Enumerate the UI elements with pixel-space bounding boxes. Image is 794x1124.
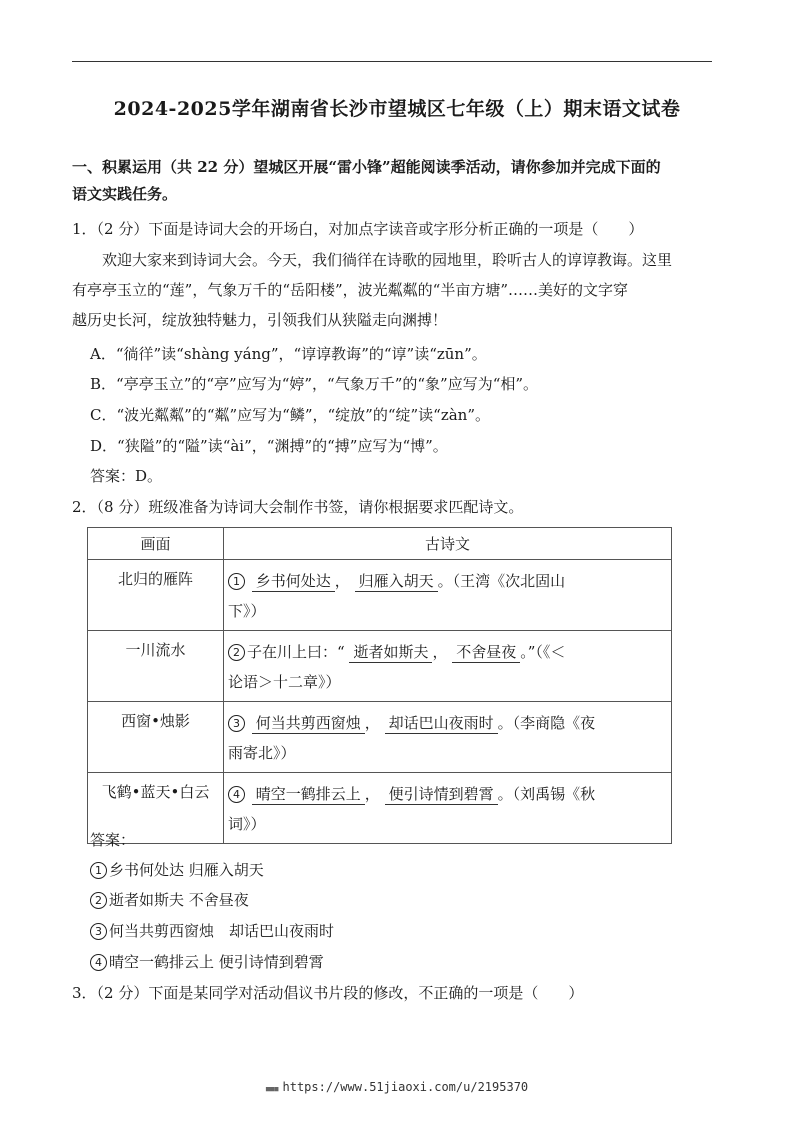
section-heading-line1: 一、积累运用（共 22 分）望城区开展“雷小锋”超能阅读季活动，请你参加并完成下面的: [72, 158, 661, 176]
q2-answer-item: [90, 860, 264, 880]
poem-prefix: 子在川上曰：“: [247, 643, 345, 661]
poem-source: 。”（《＜: [520, 643, 566, 661]
circled-number: 3: [90, 923, 107, 940]
poem-source: 词》）: [228, 815, 266, 833]
circled-number: 1: [90, 862, 107, 879]
section-heading: [72, 154, 722, 208]
poem-cell: 1 乡书何处达 ， 归雁入胡天 。（王湾《次北固山 下》）: [224, 560, 672, 631]
header-poem: 古诗文: [224, 528, 672, 560]
answer-text: 逝者如斯夫 不舍昼夜: [109, 891, 249, 909]
poem-blank: 何当共剪西窗烛: [252, 713, 365, 734]
poem-blank: 晴空一鹤排云上: [252, 784, 365, 805]
circled-number: 2: [90, 892, 107, 909]
poem-source: 。（李商隐《夜: [497, 714, 596, 732]
q1-stem: 1．（2 分）下面是诗词大会的开场白，对加点字读音或字形分析正确的一项是（ ）: [72, 220, 644, 238]
table-header-row: [88, 528, 672, 560]
q1-passage-line1: 欢迎大家来到诗词大会。今天，我们徜徉在诗歌的园地里，聆听古人的谆谆教诲。这里: [102, 251, 673, 269]
header-scene: 画面: [88, 528, 224, 560]
page-title: 2024-2025学年湖南省长沙市望城区七年级（上）期末语文试卷: [113, 98, 681, 120]
q3-stem: 3．（2 分）下面是某同学对活动倡议书片段的修改，不正确的一项是（ ）: [72, 984, 584, 1002]
poem-source: 论语＞十二章》）: [228, 673, 341, 691]
circled-number: 1: [228, 573, 245, 590]
poem-cell: 3 何当共剪西窗烛 ， 却话巴山夜雨时 。（李商隐《夜 雨寄北》）: [224, 702, 672, 773]
top-rule: [72, 61, 712, 62]
table-row: [88, 560, 672, 631]
table-row: [88, 773, 672, 844]
poem-table: [87, 527, 672, 844]
table-row: [88, 631, 672, 702]
answer-text: 何当共剪西窗烛 却话巴山夜雨时: [109, 922, 335, 940]
footer: [0, 1080, 794, 1094]
poem-source: 。（王湾《次北固山: [437, 572, 566, 590]
poem-blank: 便引诗情到碧霄: [385, 784, 498, 805]
q1-passage-line3: 越历史长河，绽放独特魅力，引领我们从狭隘走向渊搏！: [72, 311, 448, 329]
scene-cell: 西窗•烛影: [88, 702, 224, 773]
q1-option-d: D．“狭隘”的“隘”读“ài”，“渊搏”的“搏”应写为“博”。: [90, 437, 448, 455]
poem-source: 。（刘禹锡《秋: [497, 785, 596, 803]
poem-source: 下》）: [228, 602, 266, 620]
scene-cell: 飞鹤•蓝天•白云: [88, 773, 224, 844]
circled-number: 4: [90, 954, 107, 971]
poem-source: 雨寄北》）: [228, 744, 296, 762]
circled-number: 4: [228, 786, 245, 803]
poem-blank: 逝者如斯夫: [349, 642, 432, 663]
poem-blank: 不舍昼夜: [452, 642, 520, 663]
q2-answer-item: [90, 952, 324, 972]
q2-answer-item: [90, 921, 334, 941]
circled-number: 3: [228, 715, 245, 732]
answer-text: 乡书何处达 归雁入胡天: [109, 861, 264, 879]
q1-answer: 答案：D。: [90, 467, 163, 485]
table-row: [88, 702, 672, 773]
q1-passage-line2: 有亭亭玉立的“莲”，气象万千的“岳阳楼”，波光粼粼的“半亩方塘”……美好的文字穿: [72, 281, 629, 299]
poem-blank: 乡书何处达: [252, 571, 335, 592]
site-logo: ■■■: [265, 1085, 279, 1093]
section-heading-line2: 语文实践任务。: [72, 185, 178, 203]
answer-text: 晴空一鹤排云上 便引诗情到碧霄: [109, 953, 324, 971]
scene-cell: 一川流水: [88, 631, 224, 702]
q2-stem: 2．（8 分）班级准备为诗词大会制作书签，请你根据要求匹配诗文。: [72, 498, 524, 516]
poem-cell: 2 子在川上曰：“ 逝者如斯夫 ， 不舍昼夜 。”（《＜ 论语＞十二章》）: [224, 631, 672, 702]
circled-number: 2: [228, 644, 245, 661]
q2-answer-item: [90, 890, 249, 910]
q1-option-a: A．“徜徉”读“shàng yáng”，“谆谆教诲”的“谆”读“zūn”。: [90, 345, 487, 363]
q1-option-c: C．“波光粼粼”的“粼”应写为“鳞”，“绽放”的“绽”读“zàn”。: [90, 406, 491, 424]
scene-cell: 北归的雁阵: [88, 560, 224, 631]
q1-passage: [72, 245, 722, 335]
q2-answer-label: 答案：: [90, 831, 136, 849]
poem-cell: 4 晴空一鹤排云上 ， 便引诗情到碧霄 。（刘禹锡《秋 词》）: [224, 773, 672, 844]
poem-blank: 归雁入胡天: [355, 571, 438, 592]
poem-blank: 却话巴山夜雨时: [385, 713, 498, 734]
q1-option-b: B．“亭亭玉立”的“亭”应写为“婷”，“气象万千”的“象”应写为“相”。: [90, 375, 539, 393]
footer-url[interactable]: https://www.51jiaoxi.com/u/2195370: [282, 1080, 529, 1094]
